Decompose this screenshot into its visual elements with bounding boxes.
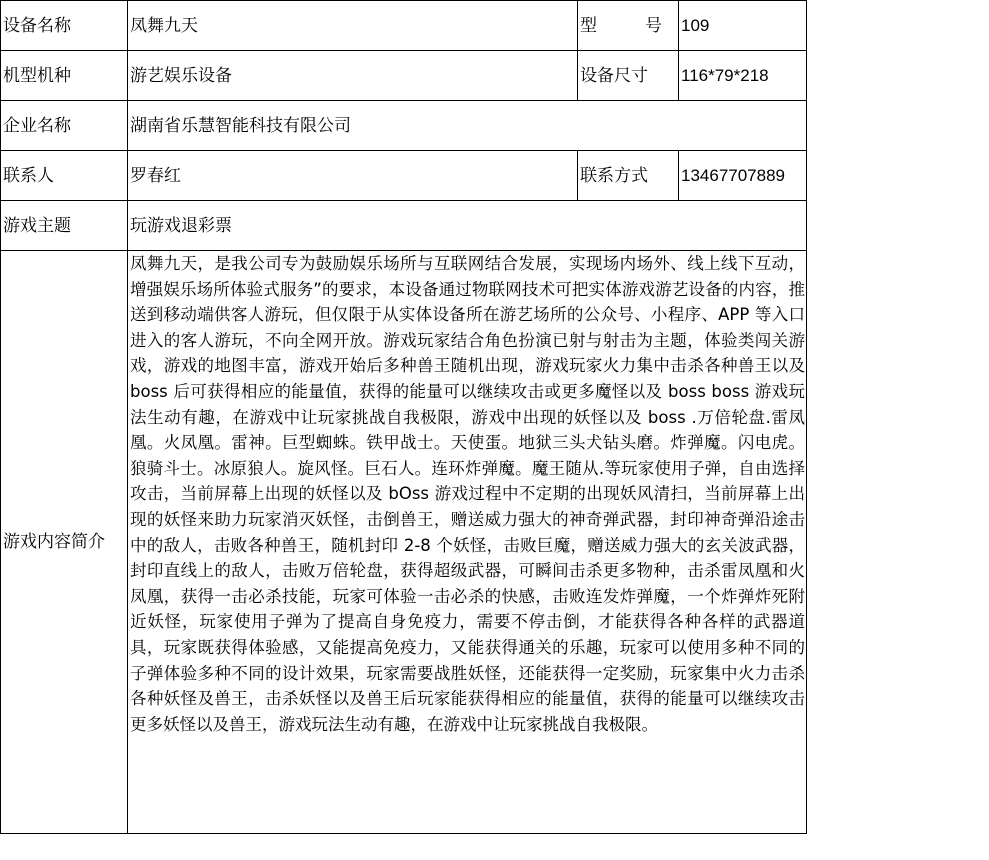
row-contact xyxy=(1,151,807,201)
phone-label: 联系方式 xyxy=(578,151,679,201)
size-label: 设备尺寸 xyxy=(578,51,679,101)
contact-label: 联系人 xyxy=(1,151,128,201)
model-label: 型 号 xyxy=(578,1,679,51)
row-theme xyxy=(1,201,807,251)
phone-value: 13467707889 xyxy=(679,151,807,201)
row-device-name xyxy=(1,1,807,51)
row-company xyxy=(1,101,807,151)
device-name-label: 设备名称 xyxy=(1,1,128,51)
row-machine-type xyxy=(1,51,807,101)
theme-label: 游戏主题 xyxy=(1,201,128,251)
machine-type-label: 机型机种 xyxy=(1,51,128,101)
row-game-content xyxy=(1,251,807,834)
company-value: 湖南省乐慧智能科技有限公司 xyxy=(128,101,807,151)
device-name-value: 凤舞九天 xyxy=(128,1,578,51)
model-value: 109 xyxy=(679,1,807,51)
content-label: 游戏内容简介 xyxy=(1,251,128,834)
machine-type-value: 游艺娱乐设备 xyxy=(128,51,578,101)
contact-value: 罗春红 xyxy=(128,151,578,201)
company-label: 企业名称 xyxy=(1,101,128,151)
theme-value: 玩游戏退彩票 xyxy=(128,201,807,251)
content-value: 凤舞九天，是我公司专为鼓励娱乐场所与互联网结合发展，实现场内场外、线上线下互动，增强娱乐场所体验式服务”的要求，本设备通过物联网技术可把实体游戏游艺设备的内容，推送到移动端供客人游玩，但仅限于从实体设备所在游艺场所的公众号、小程序、APP 等入口进入的客人游玩，不向全网开放。游戏玩家结合角色扮演已射与射击为主题，体验类闯关游戏，游戏的地图丰富，游戏开始后多种兽王随机出现，游戏玩家火力集中击杀各种兽王以及 boss 后可获得相应的能量值，获得的能量可以继续攻击或更多魔怪以及 boss boss 游戏玩法生动有趣，在游戏中让玩家挑战自我极限，游戏中出现的妖怪以及 boss .万倍轮盘.雷凤凰。火凤凰。雷神。巨型蜘蛛。铁甲战士。天使蛋。地狱三头犬钻头磨。炸弹魔。闪电虎。狼骑斗士。冰原狼人。旋风怪。巨石人。连环炸弹魔。魔王随从.等玩家使用子弹，自由选择攻击，当前屏幕上出现的妖怪以及 bOss 游戏过程中不定期的出现妖风清扫，当前屏幕上出现的妖怪来助力玩家消灭妖怪，击倒兽王，赠送威力强大的神奇弹武器，封印神奇弹沿途击中的敌人，击败各种兽王，随机封印 2-8 个妖怪，击败巨魔，赠送威力强大的玄关波武器，封印直线上的敌人，击败万倍轮盘，获得超级武器，可瞬间击杀更多物种，击杀雷凤凰和火凤凰，获得一击必杀技能，玩家可体验一击必杀的快感，击败连发炸弹魔，一个炸弹炸死附近妖怪，玩家使用子弹为了提高自身免疫力，需要不停击倒，才能获得各种各样的武器道具，玩家既获得体验感，又能提高免疫力，又能获得通关的乐趣，玩家可以使用多种不同的子弹体验多种不同的设计效果，玩家需要战胜妖怪，还能获得一定奖励，玩家集中火力击杀各种妖怪及兽王，击杀妖怪以及兽王后玩家能获得相应的能量值，获得的能量可以继续攻击更多妖怪以及兽王，游戏玩法生动有趣，在游戏中让玩家挑战自我极限。 xyxy=(128,251,807,834)
size-value: 116*79*218 xyxy=(679,51,807,101)
